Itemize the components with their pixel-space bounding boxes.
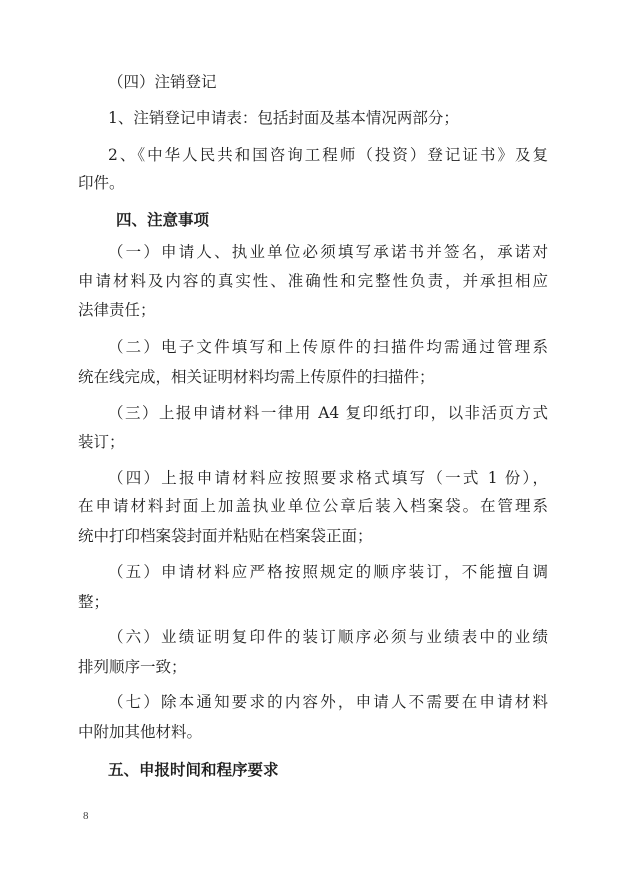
paragraph-line: 统中打印档案袋封面并粘贴在档案袋正面； — [78, 527, 373, 545]
paragraph-line: 法律责任； — [78, 301, 156, 319]
paragraph-line: （二）电子文件填写和上传原件的扫描件均需通过管理系 — [108, 338, 548, 356]
paragraph-line: 整； — [78, 593, 110, 611]
paragraph-line: 装订； — [78, 433, 125, 451]
paragraph-line: （七）除本通知要求的内容外，申请人不需要在申请材料 — [108, 693, 548, 711]
paragraph-line: 2、《中华人民共和国咨询工程师（投资）登记证书》及复 — [108, 146, 548, 164]
subsection-title: （四）注销登记 — [108, 73, 217, 91]
paragraph-line: 中附加其他材料。 — [78, 723, 203, 741]
paragraph-line: 1、注销登记申请表：包括封面及基本情况两部分； — [108, 109, 459, 127]
paragraph-line: 排列顺序一致； — [78, 658, 187, 676]
page-number: 8 — [83, 810, 89, 822]
paragraph-line: （一）申请人、执业单位必须填写承诺书并签名，承诺对 — [108, 243, 548, 261]
section-heading: 四、注意事项 — [116, 211, 210, 229]
paragraph-line: 申请材料及内容的真实性、准确性和完整性负责，并承担相应 — [78, 272, 548, 290]
paragraph-line: （五）申请材料应严格按照规定的顺序装订，不能擅自调 — [108, 563, 548, 581]
section-heading: 五、申报时间和程序要求 — [108, 761, 279, 779]
paragraph-line: 在申请材料封面上加盖执业单位公章后装入档案袋。在管理系 — [78, 497, 548, 515]
paragraph-line: （四）上报申请材料应按照要求格式填写（一式 1 份）， — [108, 469, 548, 487]
paragraph-line: （六）业绩证明复印件的装订顺序必须与业绩表中的业绩 — [108, 628, 548, 646]
paragraph-line: 统在线完成，相关证明材料均需上传原件的扫描件； — [78, 368, 435, 386]
paragraph-line: （三）上报申请材料一律用 A4 复印纸打印，以非活页方式 — [108, 404, 548, 422]
paragraph-line: 印件。 — [78, 174, 125, 192]
